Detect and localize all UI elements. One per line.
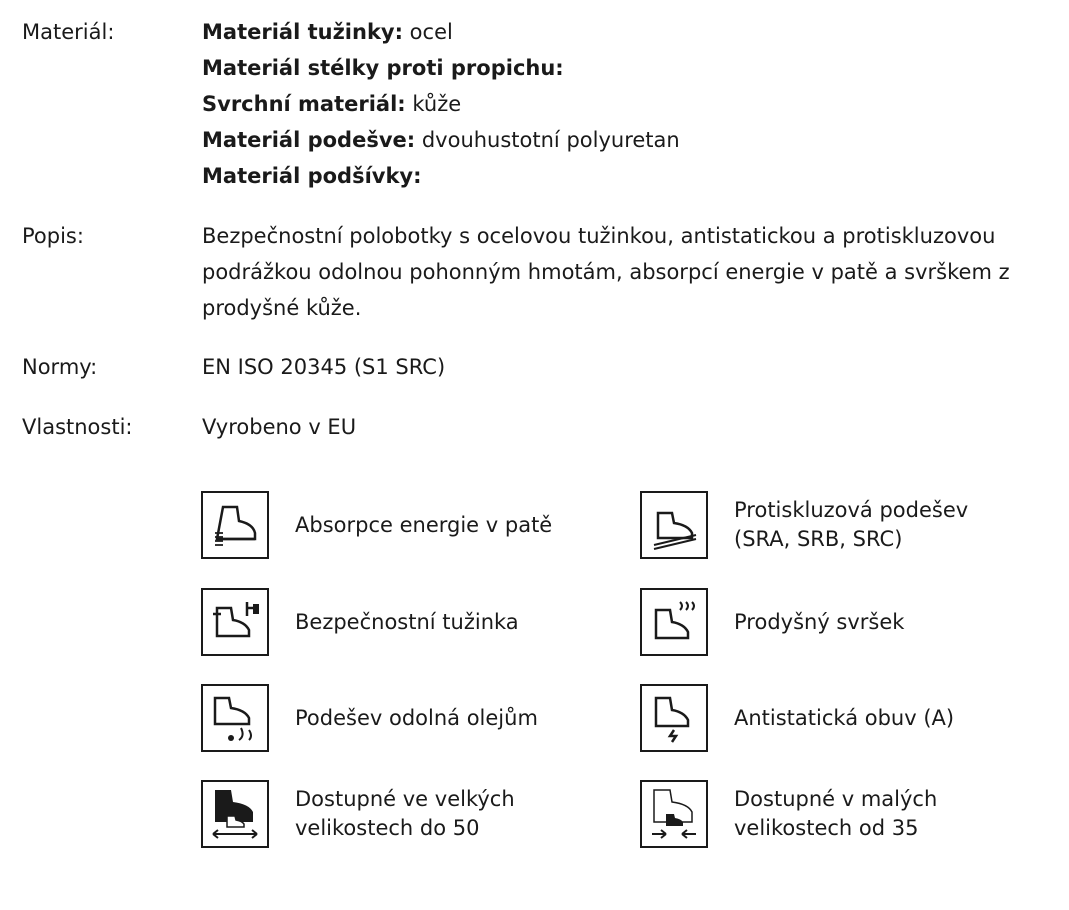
material-row <box>202 158 680 194</box>
feature-line: Protiskluzová podešev <box>734 498 969 522</box>
normy-label: Normy: <box>22 355 98 379</box>
breathable-upper-icon <box>640 588 708 656</box>
feature-line: Bezpečnostní tužinka <box>295 609 519 634</box>
feature-line: velikostech od 35 <box>734 816 919 840</box>
large-sizes-icon <box>201 780 269 848</box>
feature-text <box>734 608 904 637</box>
material-key: Materiál podšívky: <box>202 164 422 188</box>
small-sizes-icon <box>640 780 708 848</box>
material-value: ocel <box>403 20 453 44</box>
material-list <box>202 14 680 194</box>
feature-item <box>201 588 519 656</box>
material-row <box>202 122 680 158</box>
safety-toecap-icon <box>201 588 269 656</box>
material-row <box>202 50 680 86</box>
anti-slip-sole-icon <box>640 491 708 559</box>
material-row <box>202 86 680 122</box>
antistatic-shoe-icon <box>640 684 708 752</box>
material-key: Svrchní materiál: <box>202 92 406 116</box>
material-value: dvouhustotní polyuretan <box>415 128 680 152</box>
heel-energy-absorption-icon <box>201 491 269 559</box>
feature-text <box>734 496 968 554</box>
feature-text <box>295 785 515 843</box>
feature-line: Podešev odolná olejům <box>295 705 538 730</box>
feature-line: Antistatická obuv (A) <box>734 705 955 730</box>
feature-item <box>640 588 904 656</box>
feature-text <box>295 704 538 733</box>
feature-item <box>640 491 968 559</box>
feature-line: (SRA, SRB, SRC) <box>734 527 903 551</box>
feature-text <box>295 511 552 540</box>
feature-item <box>640 684 954 752</box>
vlastnosti-label: Vlastnosti: <box>22 415 133 439</box>
feature-item <box>201 491 552 559</box>
feature-line: Absorpce energie v patě <box>295 512 553 537</box>
feature-text <box>734 704 954 733</box>
material-key: Materiál tužinky: <box>202 20 403 44</box>
feature-item <box>640 780 937 848</box>
feature-text <box>734 785 937 843</box>
material-row <box>202 14 680 50</box>
material-label: Materiál: <box>22 20 115 44</box>
normy-value: EN ISO 20345 (S1 SRC) <box>202 355 446 379</box>
oil-resistant-sole-icon <box>201 684 269 752</box>
material-key: Materiál stélky proti propichu: <box>202 56 564 80</box>
vlastnosti-value: Vyrobeno v EU <box>202 415 357 439</box>
feature-item <box>201 684 538 752</box>
material-value: kůže <box>405 92 462 116</box>
feature-item <box>201 780 515 848</box>
feature-line: Dostupné ve velkých <box>295 787 515 811</box>
feature-text <box>295 608 519 637</box>
popis-text: Bezpečnostní polobotky s ocelovou tužinkou, antistatickou a protiskluzovou podrážkou odolnou pohonným hmotám, absorpcí energie v patě a svrškem z prodyšné kůže. <box>202 224 1010 320</box>
popis-label: Popis: <box>22 224 84 248</box>
feature-line: velikostech do 50 <box>295 816 480 840</box>
material-key: Materiál podešve: <box>202 128 416 152</box>
feature-line: Dostupné v malých <box>734 787 938 811</box>
feature-line: Prodyšný svršek <box>734 609 905 634</box>
